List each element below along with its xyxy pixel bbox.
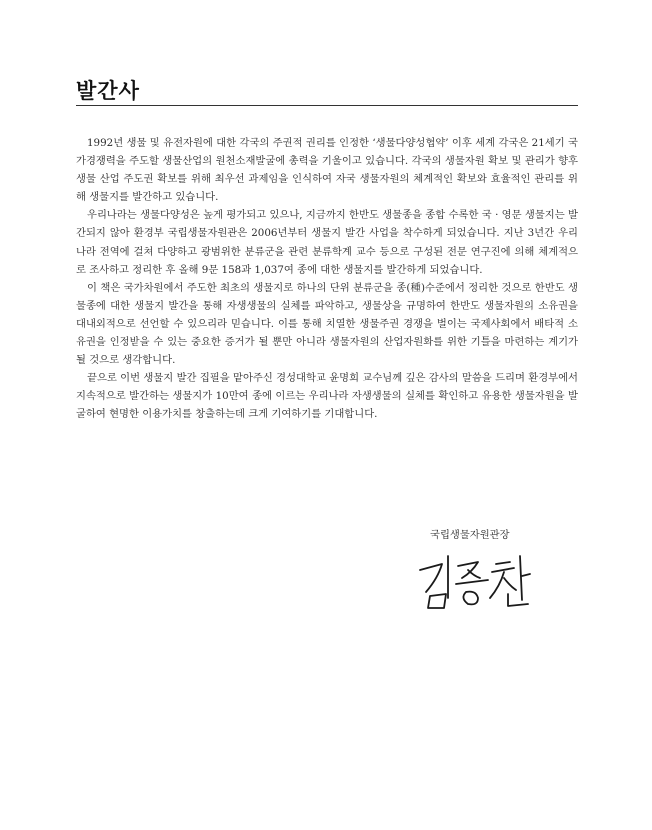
- paragraph-1: 1992년 생물 및 유전자원에 대한 각국의 주권적 권리를 인정한 ‘생물다양성협약’ 이후 세계 각국은 21세기 국가경쟁력을 주도할 생물산업의 원천소재발굴에 총력을 기울이고 있습니다. 각국의 생물자원 확보 및 관리가 향후 생물 산업 주도권 확보를 위해 최우선 과제임을 인식하여 자국 생물자원의 체계적인 확보와 효율적인 관리를 위해 생물지를 발간하고 있습니다.: [76, 137, 578, 204]
- paragraph-4: 끝으로 이번 생물지 발간 집필을 맡아주신 경성대학교 윤명희 교수님께 깊은 감사의 말씀을 드리며 환경부에서 지속적으로 발간하는 생물지가 10만여 종에 이르는 우리나라 자생생물의 실체를 확인하고 유용한 생물자원을 발굴하여 현명한 이용가치를 창출하는데 크게 기여하기를 기대합니다.: [76, 372, 578, 421]
- paragraph-2: 우리나라는 생물다양성은 높게 평가되고 있으나, 지금까지 한반도 생물종을 종합 수록한 국 · 영문 생물지는 발간되지 않아 환경부 국립생물자원관은 2006년부터 생물지 발간 사업을 착수하게 되었습니다. 지난 3년간 우리나라 전역에 걸쳐 다양하고 광범위한 분류군을 관련 분류학계 교수 등으로 구성된 전문 연구진에 의해 체계적으로 조사하고 정리한 후 올해 9문 158과 1,037여 종에 대한 생물지를 발간하게 되었습니다.: [76, 209, 578, 276]
- signatory-title: 국립생물자원관장: [430, 529, 510, 541]
- page-title: 발간사: [76, 79, 140, 103]
- paragraph-3: 이 책은 국가차원에서 주도한 최초의 생물지로 하나의 단위 분류군을 종(種)수준에서 정리한 것으로 한반도 생물종에 대한 생물지 발간을 통해 자생생물의 실체를 파악하고, 생물상을 규명하여 한반도 생물자원의 소유권을 대내외적으로 선언할 수 있으리라 믿습니다. 이를 통해 치열한 생물주권 경쟁을 벌이는 국제사회에서 배타적 소유권을 인정받을 수 있는 중요한 증거가 될 뿐만 아니라 생물자원의 산업자원화를 위한 기틀을 마련하는 계기가 될 것으로 생각합니다.: [76, 281, 578, 367]
- title-underline-divider: [76, 105, 578, 106]
- handwritten-signature: [412, 548, 532, 612]
- preface-body: [76, 134, 578, 424]
- signature-block: [412, 528, 552, 612]
